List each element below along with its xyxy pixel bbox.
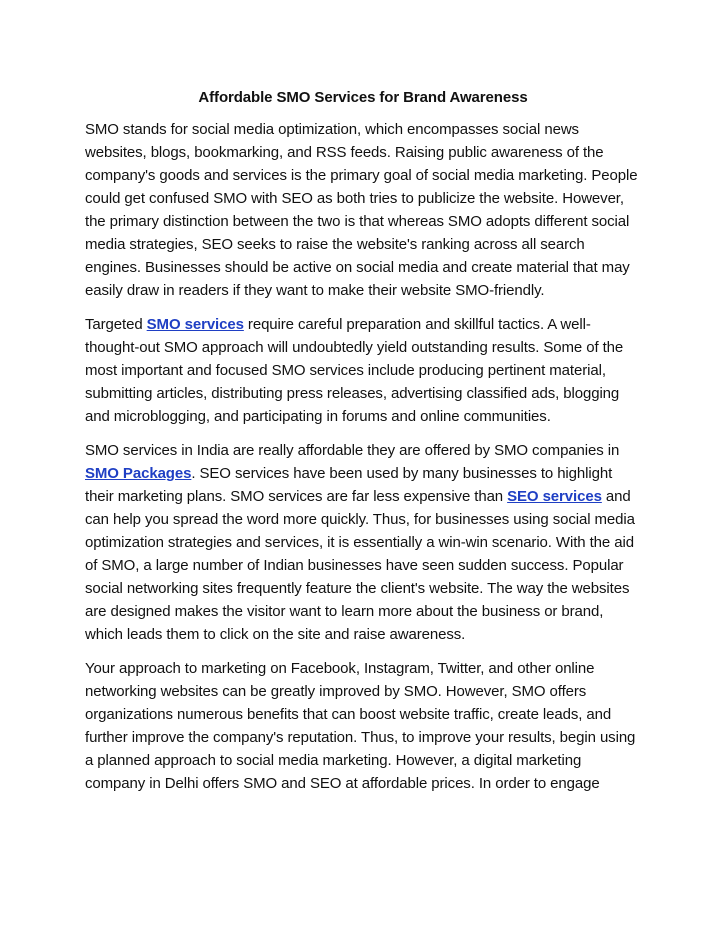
document-title: Affordable SMO Services for Brand Awareness [198,89,528,106]
paragraph-3 [85,439,641,646]
paragraph-2-text-start: Targeted [85,316,147,333]
paragraph-2 [85,313,641,428]
smo-packages-link[interactable]: SMO Packages [85,465,192,482]
paragraph-3-text-middle: . SEO services have been used by many businesses to highlight their marketing plans. SMO services are far less expensive than [85,465,613,505]
paragraph-2-text-end: require careful preparation and skillful tactics. A well-thought-out SMO approach will undoubtedly yield outstanding results. Some of the most important and focused SMO services include producing pertinent material, submitting articles, distributing press releases, advertising classified ads, blogging and microblogging, and participating in forums and online communities. [85,316,624,425]
smo-services-link[interactable]: SMO services [146,316,244,333]
seo-services-link[interactable]: SEO services [507,488,602,505]
paragraph-3-text-end: and can help you spread the word more quickly. Thus, for businesses using social media optimization strategies and services, it is essentially a win-win scenario. With the aid of SMO, a large number of Indian businesses have seen sudden success. Popular social networking sites frequently feature the client's website. The way the websites are designed makes the visitor want to learn more about the business or brand, which leads them to click on the site and raise awareness. [85,488,635,643]
paragraph-3-text-start: SMO services in India are really affordable they are offered by SMO companies in [85,442,620,459]
paragraph-4: Your approach to marketing on Facebook, Instagram, Twitter, and other online networking websites can be greatly improved by SMO. However, SMO offers organizations numerous benefits that can boost website traffic, create leads, and further improve the company's reputation. Thus, to improve your results, begin using a planned approach to social media marketing. However, a digital marketing company in Delhi offers SMO and SEO at affordable prices. In order to engage [85,660,636,792]
paragraph-1: SMO stands for social media optimization, which encompasses social news websites, blogs, bookmarking, and RSS feeds. Raising public awareness of the company's goods and services is the primary goal of social media marketing. People could get confused SMO with SEO as both tries to publicize the website. However, the primary distinction between the two is that whereas SMO adopts different social media strategies, SEO seeks to raise the website's ranking across all search engines. Businesses should be active on social media and create material that may easily draw in readers if they want to make their website SMO-friendly. [85,121,638,299]
document-body [85,86,641,806]
